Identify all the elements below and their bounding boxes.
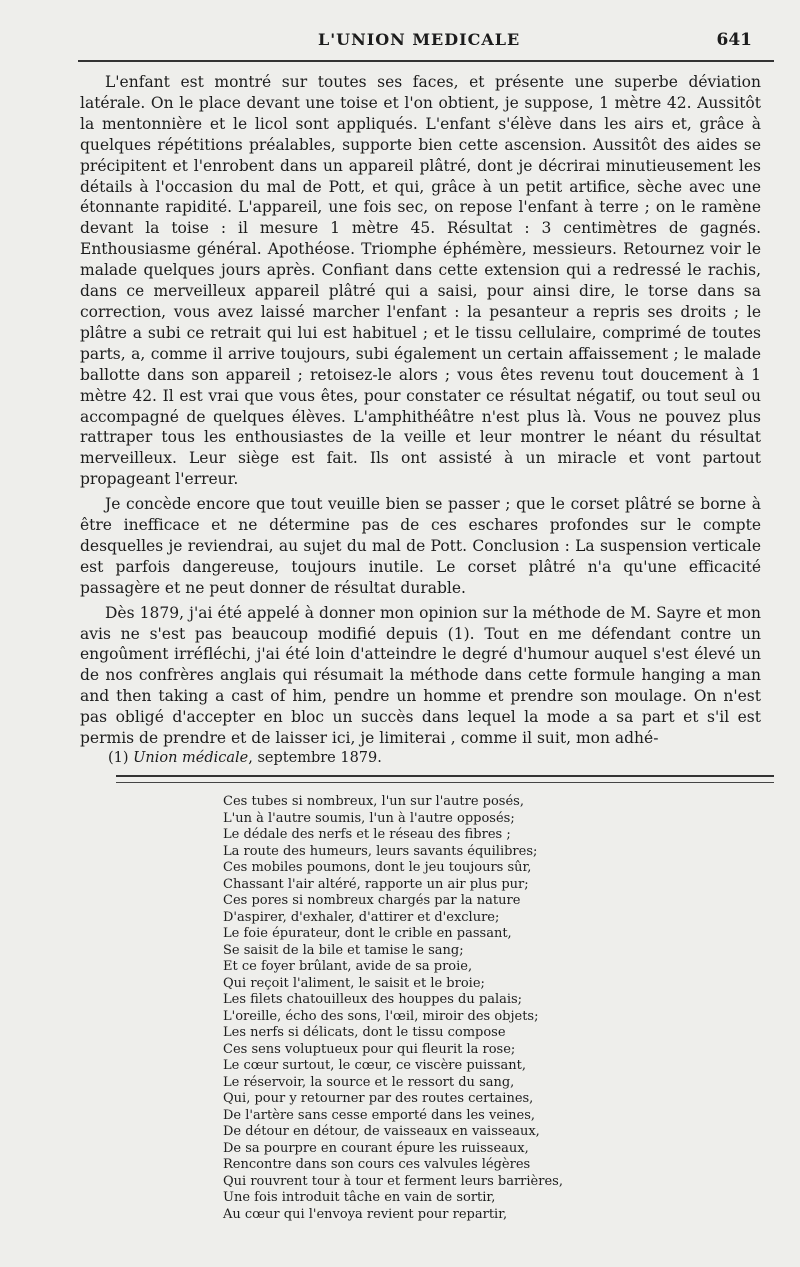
poem-line: Les nerfs si délicats, dont le tissu compose [223, 1025, 506, 1040]
footnote [108, 750, 748, 766]
section-divider [116, 775, 774, 783]
poem-line: Et ce foyer brûlant, avide de sa proie, [223, 959, 473, 974]
poem [223, 794, 623, 1223]
poem-line: Ces tubes si nombreux, l'un sur l'autre posés, [223, 794, 524, 809]
poem-line: Rencontre dans son cours ces valvules légères [223, 1157, 531, 1172]
poem-line: Ces sens voluptueux pour qui fleurit la rose; [223, 1041, 516, 1057]
paragraph: L'enfant est montré sur toutes ses faces, et présente une superbe déviation latérale. On le place devant une toise et l'on obtient, je suppose, 1 mètre 42. Aussitôt la mentonnière et le licol sont appliqués. L'enfant s'élève dans les airs et, grâce à quelques répétitions préalables, supporte bien cette ascension. Aussitôt des aides se précipitent et l'enrobent dans un appareil plâtré, dont je décrirai minutieusement les détails à l'occasion du mal de Pott, et qui, grâce à un petit artifice, sèche avec une étonnante rapidité. L'appareil, une fois sec, on repose l'enfant à terre ; on le ramène devant la toise : il mesure 1 mètre 45. Résultat : 3 centimètres de gagnés. Enthousiasme général. Apothéose. Triomphe éphémère, messieurs. Retournez voir le malade quelques jours après. Confiant dans cette extension qui a redressé le rachis, dans ce merveilleux appareil plâtré qui a saisi, pour ainsi dire, le torse dans sa correction, vous avez laissé marcher l'enfant : la pesanteur a repris ses droits ; le plâtre a subi ce retrait qui lui est habituel ; et le tissu cellulaire, comprimé de toutes parts, a, comme il arrive toujours, subi également un certain affaissement ; le malade ballotte dans son appareil ; retoisez-le alors ; vous êtes revenu tout doucement à 1 mètre 42. Il est vrai que vous êtes, pour constater ce résultat négatif, ou tout seul ou accompagné de quelques élèves. L'amphithéâtre n'est plus là. Vous ne pouvez plus rattraper tous les enthousiastes de la veille et leur montrer le néant du résultat merveilleux. Leur siège est fait. Ils ont assisté à un miracle et vont partout propageant l'erreur. [80, 73, 761, 489]
page-number: 641 [716, 30, 752, 50]
poem-line: Qui, pour y retourner par des routes certaines, [223, 1091, 534, 1106]
poem-line: L'un à l'autre soumis, l'un à l'autre opposés; [223, 810, 515, 826]
poem-line: L'oreille, écho des sons, l'œil, miroir des objets; [223, 1008, 539, 1024]
poem-line: Chassant l'air altéré, rapporte un air plus pur; [223, 876, 529, 892]
poem-line: Qui rouvrent tour à tour et ferment leurs barrières, [223, 1173, 563, 1189]
page-header [0, 26, 800, 56]
poem-line: Les filets chatouilleux des houppes du palais; [223, 992, 523, 1007]
article-body [80, 72, 761, 753]
poem-line: Le réservoir, la source et le ressort du sang, [223, 1074, 515, 1090]
poem-line: Le dédale des nerfs et le réseau des fibres ; [223, 827, 511, 842]
footnote-marker: (1) [108, 750, 129, 766]
poem-line: Ces pores si nombreux chargés par la nature [223, 893, 521, 908]
poem-line: De l'artère sans cesse emporté dans les veines, [223, 1107, 536, 1123]
paragraph: Je concède encore que tout veuille bien se passer ; que le corset plâtré se borne à être inefficace et ne détermine pas de ces eschares profondes sur le compte desquelles je reviendrai, au sujet du mal de Pott. Conclusion : La suspension verticale est parfois dangereuse, toujours inutile. Le corset plâtré n'a qu'une efficacité passagère et ne peut donner de résultat durable. [80, 495, 761, 597]
poem-line: D'aspirer, d'exhaler, d'attirer et d'exclure; [223, 909, 500, 925]
poem-line: Le cœur surtout, le cœur, ce viscère puissant, [223, 1058, 526, 1073]
poem-line: La route des humeurs, leurs savants équilibres; [223, 843, 538, 859]
header-rule [78, 60, 774, 62]
footnote-source: Union médicale [133, 750, 249, 766]
poem-line: Se saisit de la bile et tamise le sang; [223, 942, 464, 958]
poem-line: Ces mobiles poumons, dont le jeu toujours sûr, [223, 860, 532, 875]
poem-line: Qui reçoit l'aliment, le saisit et le broie; [223, 975, 485, 991]
footnote-date: , septembre 1879. [248, 750, 382, 766]
paragraph: Dès 1879, j'ai été appelé à donner mon opinion sur la méthode de M. Sayre et mon avis ne s'est pas beaucoup modifié depuis (1). Tout en me défendant contre un engoûment irréfléchi, j'ai été loin d'atteindre le degré d'humour auquel s'est élevé un de nos confrères anglais qui résumait la méthode dans cette formule hanging a man and then taking a cast of him, pendre un homme et prendre son moulage. On n'est pas obligé d'accepter en bloc un succès dans lequel la mode a sa part et s'il est permis de prendre et de laisser ici, je limiterai , comme il suit, mon adhé- [80, 603, 761, 748]
poem-line: Le foie épurateur, dont le crible en passant, [223, 926, 512, 941]
poem-line: De sa pourpre en courant épure les ruisseaux, [223, 1140, 529, 1156]
poem-line: Une fois introduit tâche en vain de sortir, [223, 1190, 496, 1205]
running-title: L'UNION MEDICALE [318, 30, 521, 49]
poem-line: Au cœur qui l'envoya revient pour repartir, [223, 1206, 508, 1222]
poem-line: De détour en détour, de vaisseaux en vaisseaux, [223, 1124, 540, 1139]
